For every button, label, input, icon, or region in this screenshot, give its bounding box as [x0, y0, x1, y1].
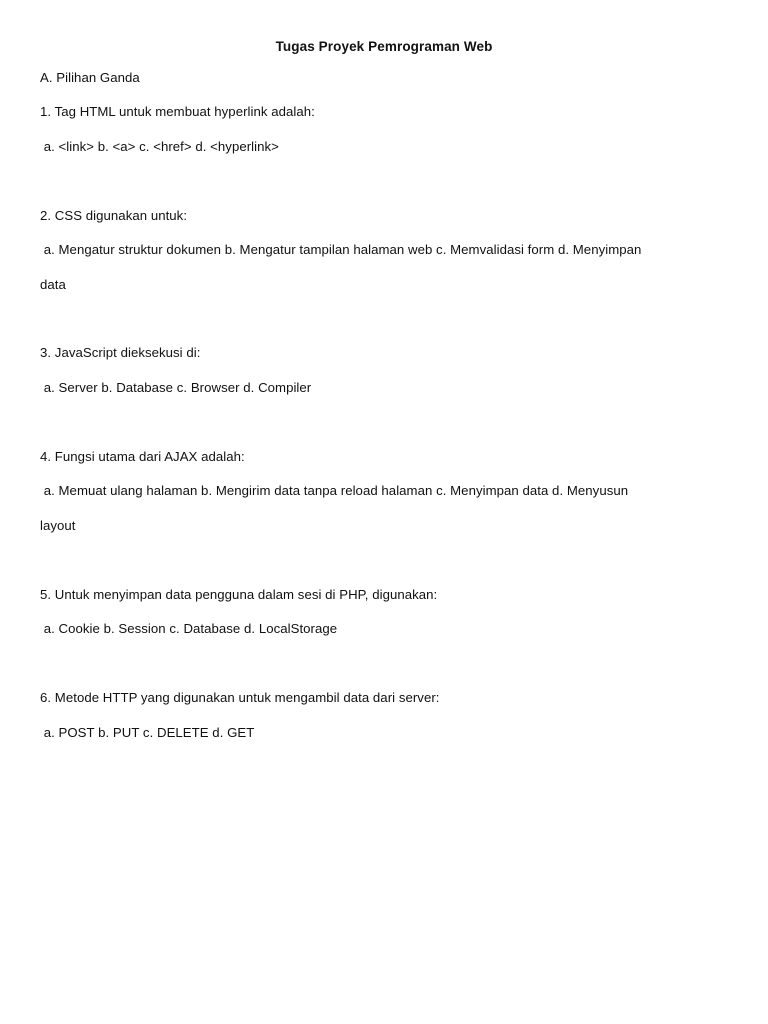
- question-6-text: 6. Metode HTTP yang digunakan untuk mengambil data dari server:: [40, 690, 440, 705]
- section-heading: A. Pilihan Ganda: [40, 70, 140, 85]
- question-2-options-continued: data: [40, 277, 66, 292]
- question-5-text: 5. Untuk menyimpan data pengguna dalam sesi di PHP, digunakan:: [40, 587, 438, 602]
- question-5-options: a. Cookie b. Session c. Database d. LocalStorage: [40, 621, 338, 636]
- question-6-options: a. POST b. PUT c. DELETE d. GET: [40, 725, 255, 740]
- question-4-options-continued: layout: [40, 518, 76, 533]
- question-3-text: 3. JavaScript dieksekusi di:: [40, 345, 201, 360]
- question-1-options: a. <link> b. <a> c. <href> d. <hyperlink>: [40, 139, 279, 154]
- question-3-options: a. Server b. Database c. Browser d. Compiler: [40, 380, 312, 395]
- question-4-options: a. Memuat ulang halaman b. Mengirim data tanpa reload halaman c. Menyimpan data d. Menyusun: [40, 483, 629, 498]
- question-1-text: 1. Tag HTML untuk membuat hyperlink adalah:: [40, 104, 315, 119]
- question-2-options: a. Mengatur struktur dokumen b. Mengatur tampilan halaman web c. Memvalidasi form d. Menyimpan: [40, 242, 642, 257]
- document-title: Tugas Proyek Pemrograman Web: [275, 39, 493, 54]
- question-2-text: 2. CSS digunakan untuk:: [40, 208, 188, 223]
- question-4-text: 4. Fungsi utama dari AJAX adalah:: [40, 449, 245, 464]
